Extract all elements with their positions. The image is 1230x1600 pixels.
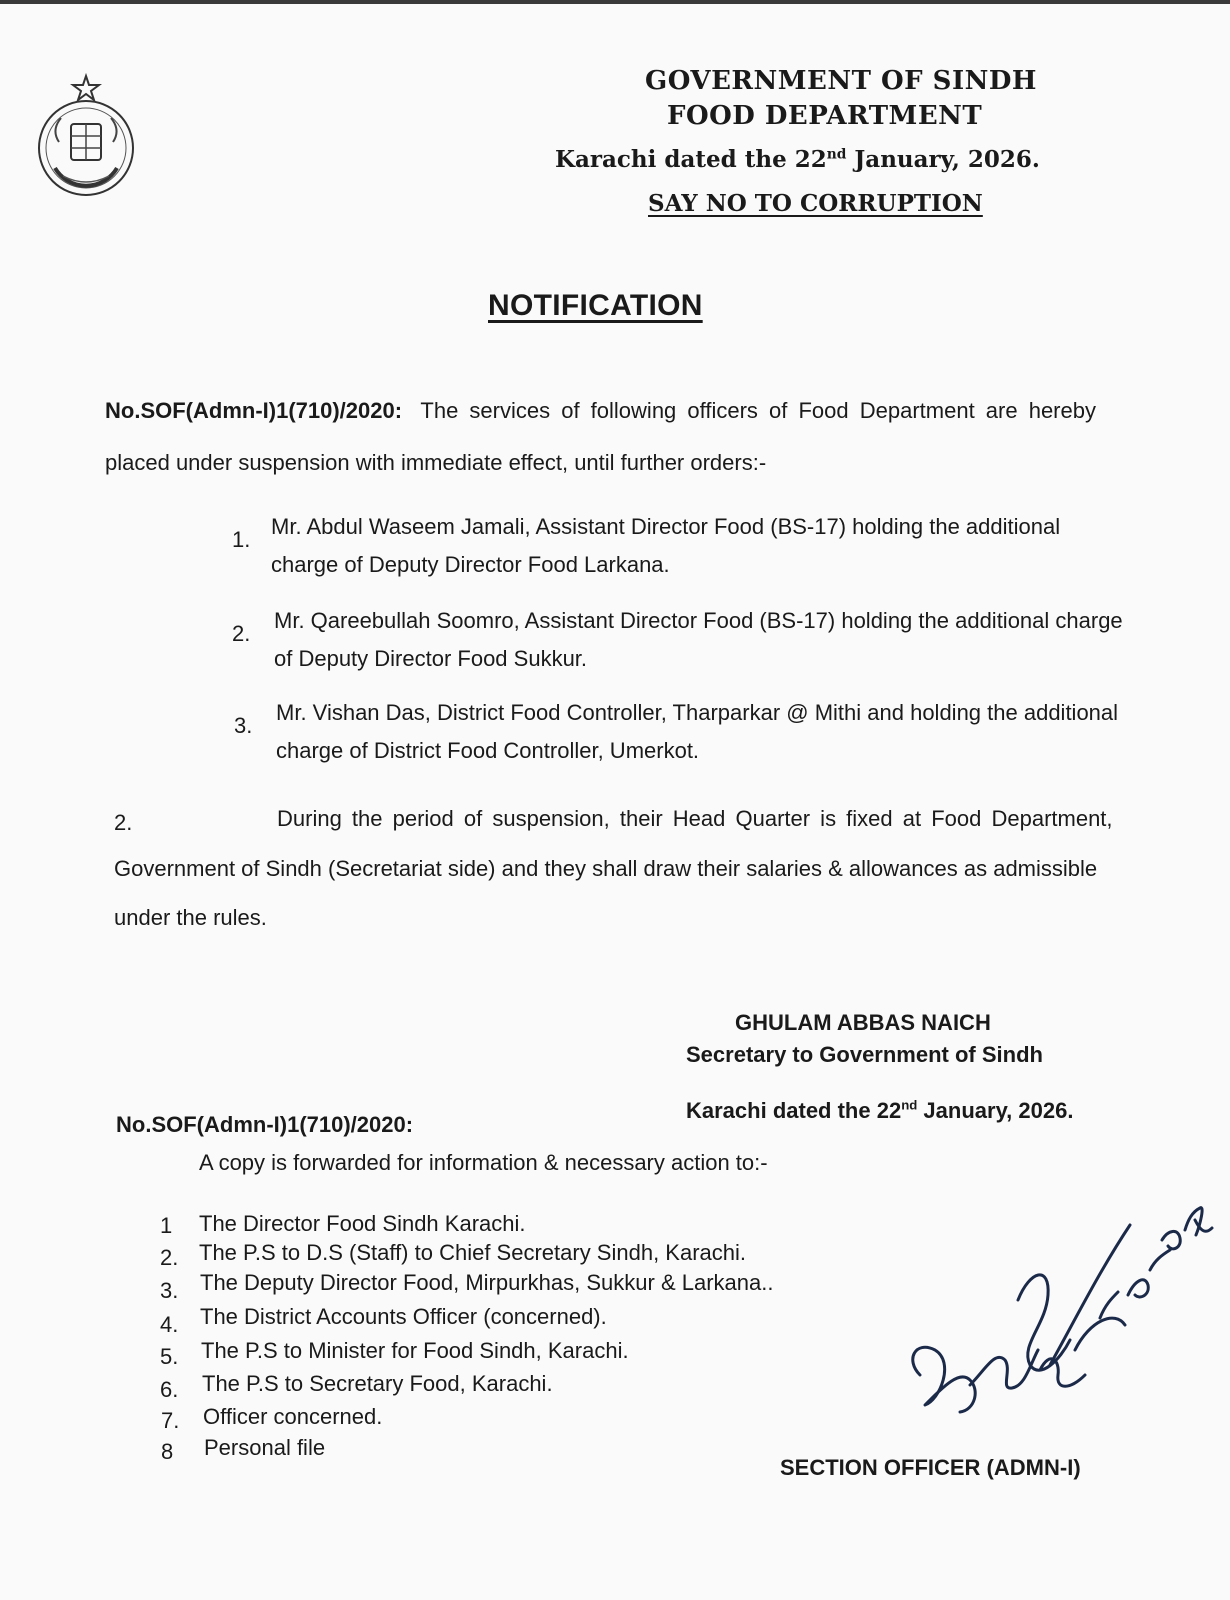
cc-item-7: Officer concerned. (203, 1404, 383, 1429)
officer-1-line1: Mr. Abdul Waseem Jamali, Assistant Director Food (BS-17) holding the additional (271, 514, 1061, 539)
officer-2-line1: Mr. Qareebullah Soomro, Assistant Director Food (BS-17) holding the additional charge (274, 608, 1123, 633)
cc-item-2-number: 2. (160, 1245, 179, 1270)
cc-item-5-number: 5. (160, 1344, 179, 1369)
para2-number: 2. (114, 810, 133, 835)
section-officer-label: SECTION OFFICER (ADMN-I) (780, 1455, 1081, 1480)
officer-2-line2: of Deputy Director Food Sukkur. (274, 646, 588, 671)
header-department: FOOD DEPARTMENT (667, 101, 983, 131)
header-government: GOVERNMENT OF SINDH (645, 66, 1037, 96)
page-title: NOTIFICATION (488, 289, 703, 322)
para1-line2: placed under suspension with immediate effect, until further orders:- (105, 450, 767, 475)
cc-item-1-number: 1 (160, 1213, 173, 1238)
copy-reference-number: No.SOF(Admn-I)1(710)/2020: (116, 1112, 414, 1137)
cc-item-8-number: 8 (161, 1439, 174, 1464)
cc-item-7-number: 7. (161, 1408, 180, 1433)
signatory-title: Secretary to Government of Sindh (686, 1042, 1043, 1067)
cc-item-5: The P.S to Minister for Food Sindh, Karachi. (201, 1338, 629, 1363)
top-border (0, 0, 1230, 4)
para2-line3: under the rules. (114, 905, 267, 930)
cc-item-8: Personal file (204, 1435, 326, 1460)
header-slogan: SAY NO TO CORRUPTION (648, 190, 983, 217)
cc-item-3-number: 3. (160, 1278, 179, 1303)
para2-line1: During the period of suspension, their Head Quarter is fixed at Food Department, (277, 806, 1113, 831)
para2-line2: Government of Sindh (Secretariat side) and they shall draw their salaries & allowances as admissible (114, 856, 1098, 881)
government-seal-logo (33, 72, 139, 200)
signatory-name: GHULAM ABBAS NAICH (735, 1010, 991, 1035)
officer-3-line1: Mr. Vishan Das, District Food Controller, Tharparkar @ Mithi and holding the additional (276, 700, 1119, 725)
para1-line1: No.SOF(Admn-I)1(710)/2020: The services of following officers of Food Department are hereby (105, 398, 1096, 423)
officer-3-number: 3. (234, 713, 253, 738)
cc-item-4: The District Accounts Officer (concerned). (200, 1304, 607, 1329)
cc-item-6-number: 6. (160, 1377, 179, 1402)
cc-item-2: The P.S to D.S (Staff) to Chief Secretary Sindh, Karachi. (199, 1240, 747, 1265)
notification-number: No.SOF(Admn-I)1(710)/2020: (105, 398, 403, 423)
cc-item-1: The Director Food Sindh Karachi. (199, 1211, 526, 1236)
officer-1-number: 1. (232, 527, 251, 552)
copy-intro: A copy is forwarded for information & necessary action to:- (199, 1150, 768, 1175)
copy-date: Karachi dated the 22nd January, 2026. (686, 1097, 1074, 1123)
header-date: Karachi dated the 22nd January, 2026. (555, 146, 1040, 173)
officer-3-line2: charge of District Food Controller, Umerkot. (276, 738, 700, 763)
cc-item-4-number: 4. (160, 1312, 179, 1337)
officer-2-number: 2. (232, 621, 251, 646)
cc-item-6: The P.S to Secretary Food, Karachi. (202, 1371, 553, 1396)
handwritten-signature (900, 1200, 1230, 1440)
officer-1-line2: charge of Deputy Director Food Larkana. (271, 552, 670, 577)
cc-item-3: The Deputy Director Food, Mirpurkhas, Sukkur & Larkana.. (200, 1270, 774, 1295)
